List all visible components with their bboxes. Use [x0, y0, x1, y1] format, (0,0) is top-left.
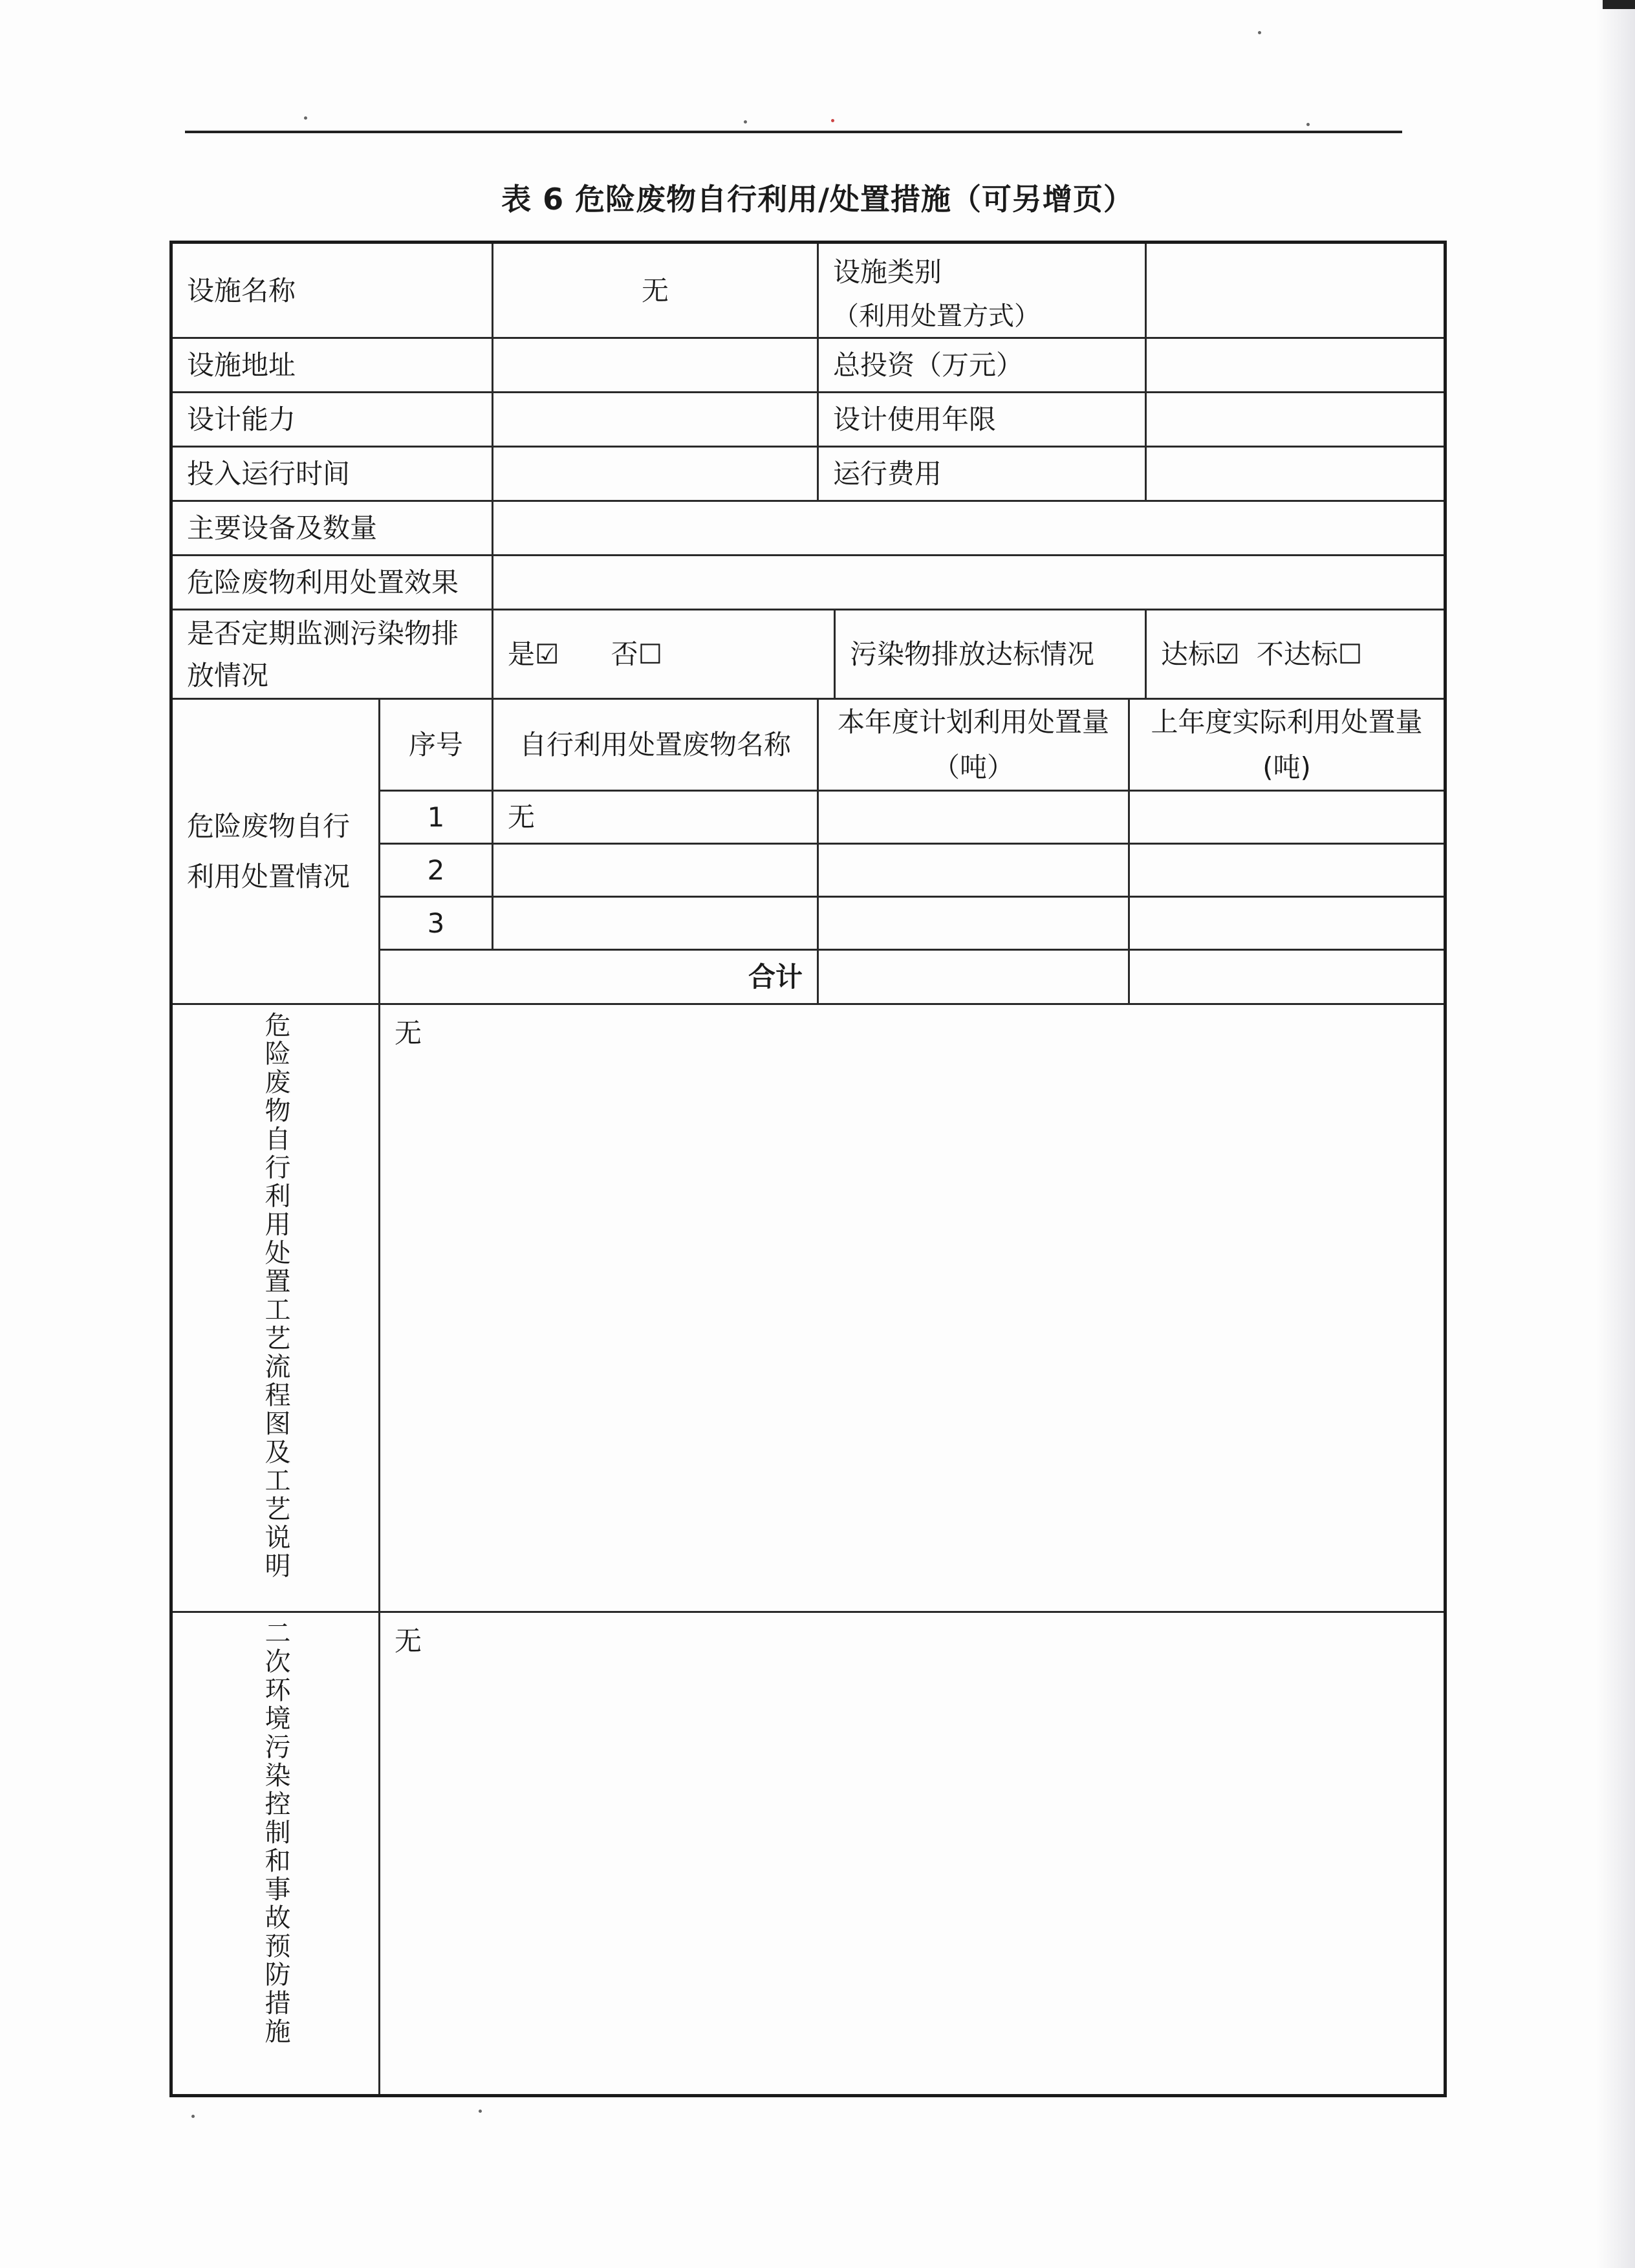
- secondary-content[interactable]: 无: [380, 1612, 1446, 2095]
- header-rule: [185, 131, 1402, 133]
- effect-value[interactable]: [493, 556, 1446, 610]
- header-planned-line1: 本年度计划利用处置量: [838, 706, 1110, 739]
- operating-cost-label: 运行费用: [818, 447, 1146, 501]
- secondary-label-cell: [171, 1612, 380, 2095]
- process-content[interactable]: 无: [380, 1004, 1446, 1612]
- equipment-value[interactable]: [493, 501, 1446, 556]
- equipment-label: 主要设备及数量: [171, 501, 493, 556]
- total-planned[interactable]: [818, 949, 1129, 1004]
- facility-address-value[interactable]: [493, 338, 818, 393]
- scan-speck: [831, 119, 834, 122]
- monitoring-label: [171, 610, 493, 699]
- row-planned[interactable]: [818, 843, 1129, 896]
- capacity-label: 设计能力: [171, 393, 493, 447]
- table-row: [171, 243, 1446, 338]
- emission-label: 污染物排放达标情况: [835, 610, 1146, 699]
- page-edge-shadow: [1596, 0, 1635, 2268]
- header-planned: [818, 699, 1129, 791]
- row-seq: 3: [380, 896, 493, 949]
- row-planned[interactable]: [818, 790, 1129, 843]
- table-row: [171, 1004, 1446, 1612]
- usage-section-label-line2: 利用处置情况: [187, 860, 351, 892]
- header-actual-line2: (吨): [1262, 751, 1311, 783]
- facility-category-value[interactable]: [1146, 243, 1446, 338]
- start-time-label: 投入运行时间: [171, 447, 493, 501]
- row-seq: 2: [380, 843, 493, 896]
- noncompliant-checkbox[interactable]: 不达标☐: [1256, 638, 1363, 671]
- table-row: [171, 610, 1446, 699]
- monitoring-choice: [493, 610, 835, 699]
- emission-choice: [1146, 610, 1446, 699]
- monitoring-label-line1: 是否定期监测污染物排: [187, 617, 459, 649]
- scan-speck: [304, 116, 307, 120]
- service-life-value[interactable]: [1146, 393, 1446, 447]
- header-planned-line2: （吨）: [933, 751, 1015, 783]
- scan-speck: [191, 2115, 195, 2118]
- start-time-value[interactable]: [493, 447, 818, 501]
- header-seq: 序号: [380, 699, 493, 791]
- table-row: [171, 1612, 1446, 2095]
- usage-section-label: [171, 699, 380, 1004]
- monitoring-label-line2: 放情况: [187, 659, 269, 691]
- usage-section-label-line1: 危险废物自行: [187, 810, 351, 842]
- page-title: 表 6 危险废物自行利用/处置措施（可另增页）: [501, 182, 1134, 217]
- facility-category-label-text: 设施类别: [833, 256, 942, 288]
- scan-corner-mark: [1603, 0, 1635, 9]
- header-actual-line1: 上年度实际利用处置量: [1151, 706, 1423, 739]
- row-actual[interactable]: [1129, 896, 1446, 949]
- monitoring-no-checkbox[interactable]: 否☐: [611, 638, 663, 671]
- compliant-checkbox[interactable]: 达标☑: [1161, 638, 1240, 671]
- table-row: [171, 338, 1446, 393]
- capacity-value[interactable]: [493, 393, 818, 447]
- monitoring-yes-checkbox[interactable]: 是☑: [508, 638, 559, 671]
- header-waste-name: 自行利用处置废物名称: [493, 699, 818, 791]
- scan-speck: [744, 120, 747, 124]
- secondary-label: 二次环境污染控制和事故预防措施: [261, 1619, 290, 2046]
- investment-value[interactable]: [1146, 338, 1446, 393]
- table-row: [171, 393, 1446, 447]
- header-actual: [1129, 699, 1446, 791]
- table-row: [171, 556, 1446, 610]
- row-waste-name[interactable]: [493, 843, 818, 896]
- facility-category-sub: （利用处置方式）: [833, 301, 1041, 332]
- total-label: 合计: [380, 949, 818, 1004]
- table-row: [171, 447, 1446, 501]
- scan-speck: [479, 2110, 482, 2113]
- effect-label: 危险废物利用处置效果: [171, 556, 493, 610]
- row-planned[interactable]: [818, 896, 1129, 949]
- process-label: 危险废物自行利用处置工艺流程图及工艺说明: [261, 1011, 290, 1581]
- operating-cost-value[interactable]: [1146, 447, 1446, 501]
- facility-category-label: [818, 243, 1146, 338]
- table-row: [171, 501, 1446, 556]
- row-seq: 1: [380, 790, 493, 843]
- facility-name-value[interactable]: 无: [493, 243, 818, 338]
- facility-address-label: 设施地址: [171, 338, 493, 393]
- service-life-label: 设计使用年限: [818, 393, 1146, 447]
- facility-name-label: 设施名称: [171, 243, 493, 338]
- investment-label: 总投资（万元）: [818, 338, 1146, 393]
- process-label-cell: [171, 1004, 380, 1612]
- scan-speck: [1306, 123, 1310, 126]
- waste-disposal-form: [169, 241, 1447, 2097]
- row-waste-name[interactable]: [493, 896, 818, 949]
- row-waste-name[interactable]: 无: [493, 790, 818, 843]
- scan-speck: [1258, 31, 1261, 34]
- table-row: [171, 699, 1446, 791]
- total-actual[interactable]: [1129, 949, 1446, 1004]
- row-actual[interactable]: [1129, 790, 1446, 843]
- row-actual[interactable]: [1129, 843, 1446, 896]
